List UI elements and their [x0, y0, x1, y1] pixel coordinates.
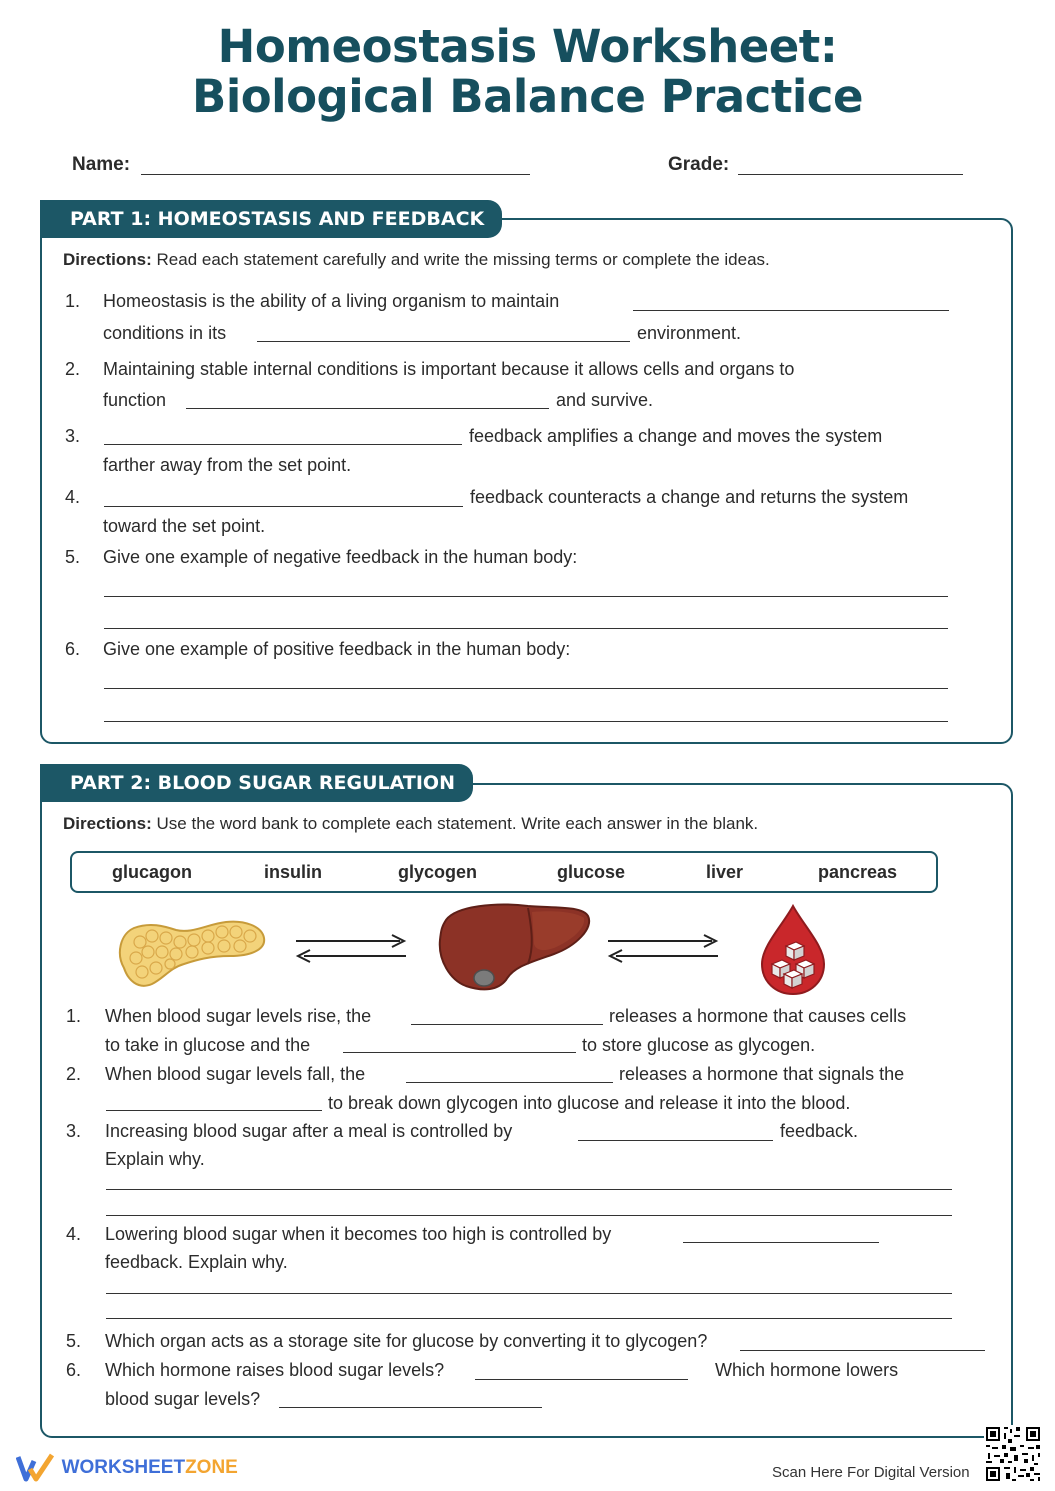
word-bank [70, 851, 938, 893]
word-bank-item: glucagon [112, 862, 192, 882]
p1-q2-text-a: Maintaining stable internal conditions is important because it allows cells and organs to [103, 359, 795, 379]
qr-code-icon[interactable] [984, 1425, 1042, 1483]
double-arrow-icon [604, 932, 722, 964]
p1-q2-text-b: function [103, 390, 167, 410]
logo-text-zone: ZONE [185, 1457, 238, 1478]
p2-q6-text-a: Which hormone raises blood sugar levels? [105, 1360, 445, 1380]
p2-q6-blank-2[interactable] [279, 1407, 542, 1408]
p2-q5-number: 5. [66, 1331, 82, 1351]
p1-q4-text-a: feedback counteracts a change and returns the system [470, 487, 909, 507]
p2-q6-text-b: Which hormone lowers [715, 1360, 899, 1380]
p2-q1-text-a: When blood sugar levels rise, the [105, 1006, 372, 1026]
p2-q6-text-c: blood sugar levels? [105, 1389, 261, 1409]
grade-label: Grade: [668, 154, 730, 175]
double-arrow-icon [292, 932, 410, 964]
p2-q2-text-c: to break down glycogen into glucose and release it into the blood. [328, 1093, 851, 1113]
p2-q2-blank-2[interactable] [106, 1110, 322, 1111]
directions-text: Read each statement carefully and write the missing terms or complete the ideas. [151, 250, 770, 269]
liver-icon [436, 900, 596, 992]
p1-q3-number: 3. [65, 426, 81, 446]
word-bank-item: pancreas [818, 862, 898, 882]
p1-q2-blank[interactable] [186, 408, 549, 409]
p2-q2-number: 2. [66, 1064, 82, 1084]
p1-q4-text-b: toward the set point. [103, 516, 266, 536]
p1-q4-number: 4. [65, 487, 81, 507]
p1-q1-blank-2[interactable] [257, 341, 630, 342]
directions-label: Directions: [63, 814, 152, 833]
scan-text: Scan Here For Digital Version [772, 1464, 970, 1481]
word-bank-item: insulin [264, 862, 322, 882]
pancreas-icon [112, 912, 270, 990]
directions-text: Use the word bank to complete each statement. Write each answer in the blank. [151, 814, 759, 833]
p2-q1-text-c: to take in glucose and the [105, 1035, 311, 1055]
p2-q1-blank-1[interactable] [411, 1024, 603, 1025]
p1-q2-text-c: and survive. [556, 390, 654, 410]
word-bank-item: glucose [557, 862, 626, 882]
p2-q1-blank-2[interactable] [343, 1052, 576, 1053]
name-label: Name: [72, 154, 131, 175]
p1-q5-number: 5. [65, 547, 81, 567]
directions-label: Directions: [63, 250, 152, 269]
logo-mark-icon [16, 1453, 56, 1483]
p1-q6-answer-line-2[interactable] [104, 721, 948, 722]
p2-q1-number: 1. [66, 1006, 82, 1026]
page-title [0, 22, 1055, 122]
p2-q4-text-a: Lowering blood sugar when it becomes too high is controlled by [105, 1224, 612, 1244]
worksheetzone-logo[interactable] [16, 1453, 238, 1483]
part2-tab: PART 2: BLOOD SUGAR REGULATION [40, 764, 473, 802]
p2-q1-text-b: releases a hormone that causes cells [609, 1006, 907, 1026]
p2-q4-text-b: feedback. Explain why. [105, 1252, 288, 1272]
p2-q3-text-a: Increasing blood sugar after a meal is controlled by [105, 1121, 513, 1141]
p1-q6-answer-line-1[interactable] [104, 688, 948, 689]
p1-q3-text-b: farther away from the set point. [103, 455, 352, 475]
p1-q3-text-a: feedback amplifies a change and moves the system [469, 426, 883, 446]
p1-q5-answer-line-2[interactable] [104, 628, 948, 629]
p1-q3-blank[interactable] [104, 444, 462, 445]
p1-q1-blank-1[interactable] [633, 310, 949, 311]
p2-q3-answer-line-2[interactable] [106, 1215, 952, 1216]
p2-q5-text: Which organ acts as a storage site for glucose by converting it to glycogen? [105, 1331, 708, 1351]
p2-q2-blank-1[interactable] [406, 1082, 613, 1083]
part1-tab: PART 1: HOMEOSTASIS AND FEEDBACK [40, 200, 502, 238]
p2-q3-answer-line-1[interactable] [106, 1189, 952, 1190]
name-field[interactable] [141, 174, 530, 175]
p2-q6-number: 6. [66, 1360, 82, 1380]
p2-q3-text-b: feedback. [780, 1121, 859, 1141]
p1-q2-number: 2. [65, 359, 81, 379]
p2-q2-text-a: When blood sugar levels fall, the [105, 1064, 366, 1084]
word-bank-item: liver [706, 862, 744, 882]
p1-q1-text-a: Homeostasis is the ability of a living organism to maintain [103, 291, 560, 311]
p2-q3-blank[interactable] [578, 1140, 773, 1141]
p2-q4-number: 4. [66, 1224, 82, 1244]
p2-q4-answer-line-2[interactable] [106, 1318, 952, 1319]
p1-q5-answer-line-1[interactable] [104, 596, 948, 597]
title-line-2: Biological Balance Practice [192, 70, 863, 123]
p2-q4-answer-line-1[interactable] [106, 1293, 952, 1294]
word-bank-item: glycogen [398, 862, 478, 882]
p1-q1-text-b: conditions in its [103, 323, 227, 343]
title-line-1: Homeostasis Worksheet: [217, 20, 838, 73]
p1-q4-blank[interactable] [104, 506, 463, 507]
p1-q5-text: Give one example of negative feedback in the human body: [103, 547, 578, 567]
grade-field[interactable] [738, 174, 963, 175]
p2-q1-text-d: to store glucose as glycogen. [582, 1035, 816, 1055]
p2-q3-number: 3. [66, 1121, 82, 1141]
p1-q6-text: Give one example of positive feedback in the human body: [103, 639, 571, 659]
p1-q6-number: 6. [65, 639, 81, 659]
p1-q1-text-c: environment. [637, 323, 742, 343]
p2-q6-blank-1[interactable] [475, 1379, 688, 1380]
blood-sugar-drop-icon [758, 902, 828, 998]
p2-q3-text-c: Explain why. [105, 1149, 205, 1169]
part1-directions [63, 250, 770, 270]
p2-q4-blank[interactable] [683, 1242, 879, 1243]
part2-directions [63, 814, 758, 834]
logo-text-worksheet: WORKSHEET [61, 1457, 186, 1478]
p1-q1-number: 1. [65, 291, 81, 311]
p2-q2-text-b: releases a hormone that signals the [619, 1064, 905, 1084]
p2-q5-blank[interactable] [740, 1350, 985, 1351]
